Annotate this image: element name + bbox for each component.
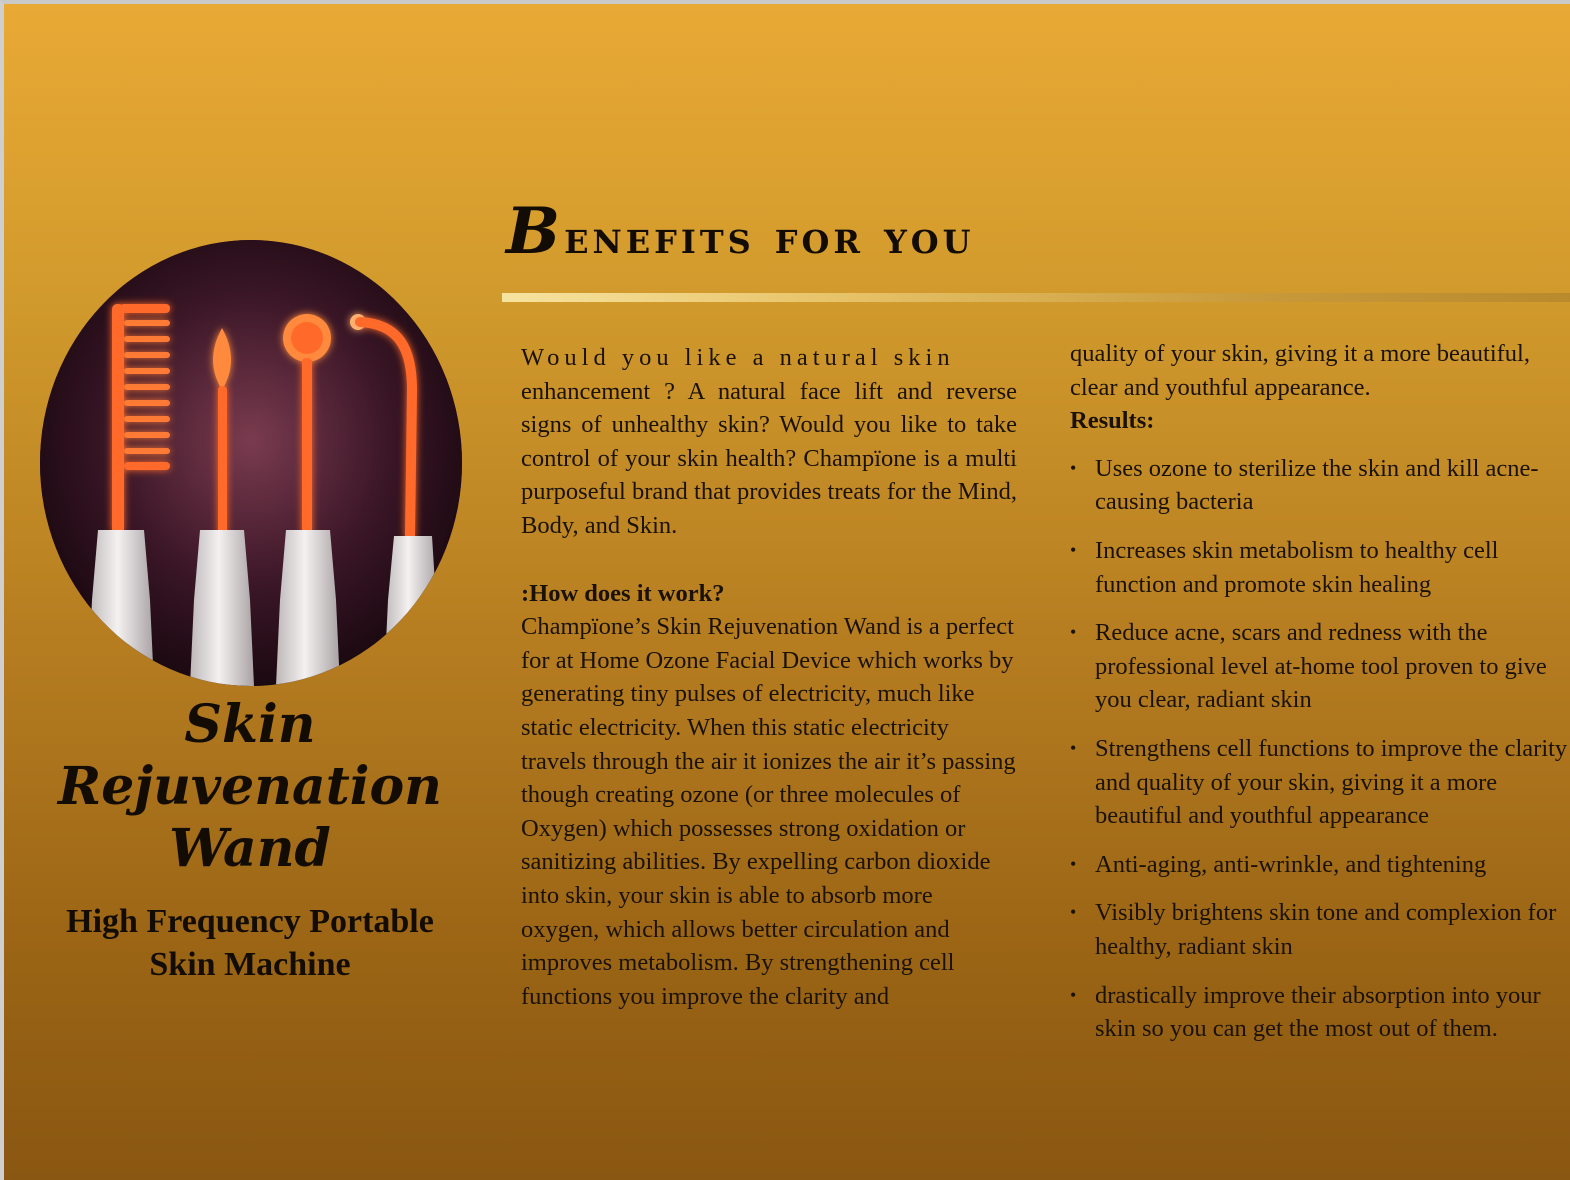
heading-rest: enefits for you	[564, 210, 975, 264]
wand-attachments-illustration	[40, 240, 462, 686]
list-item: • Increases skin metabolism to healthy cell function and promote skin healing	[1070, 534, 1570, 601]
list-item: • drastically improve their absorption into your skin so you can get the most out of them.	[1070, 979, 1570, 1046]
intro-first-line: Would you like a natural skin	[521, 344, 955, 371]
intro-paragraph	[521, 341, 1017, 543]
product-subtitle-line1: High Frequency Portable	[66, 903, 434, 940]
results-heading: Results:	[1070, 407, 1155, 435]
continuation-text: quality of your skin, giving it a more beautiful, clear and youthful appearance.	[1070, 340, 1530, 401]
product-title	[24, 694, 476, 880]
intro-rest: enhancement ? A natural face lift and reverse signs of unhealthy skin? Would you like to take control of your skin health? Champïone is a multi purposeful brand that provides treats for the Mind, Body, and Skin.	[521, 377, 1017, 539]
results-list	[1070, 452, 1570, 1046]
page-heading	[506, 194, 975, 269]
list-item: • Anti-aging, anti-wrinkle, and tightening	[1070, 848, 1570, 882]
product-title-line2: Wand	[169, 818, 331, 879]
how-it-works-heading: :How does it work?	[521, 579, 725, 607]
list-item: • Strengthens cell functions to improve the clarity and quality of your skin, giving it a more beautiful and youthful appearance	[1070, 732, 1570, 833]
product-image	[40, 240, 462, 686]
list-item: • Uses ozone to sterilize the skin and kill acne-causing bacteria	[1070, 452, 1570, 519]
text-column-left	[521, 341, 1017, 1013]
product-title-line1: Skin Rejuvenation	[58, 694, 442, 817]
gold-divider	[502, 293, 1570, 302]
product-subtitle-line2: Skin Machine	[149, 946, 351, 983]
text-column-right	[1070, 337, 1570, 1061]
list-item: • Reduce acne, scars and redness with the professional level at-home tool proven to give you clear, radiant skin	[1070, 616, 1570, 717]
heading-initial: B	[506, 194, 565, 269]
product-subtitle	[24, 900, 476, 986]
list-item: • Visibly brightens skin tone and complexion for healthy, radiant skin	[1070, 896, 1570, 963]
how-it-works-body: Champïone’s Skin Rejuvenation Wand is a perfect for at Home Ozone Facial Device which works by generating tiny pulses of electricity, much like static electricity. When this static electricity travels through the air it ionizes the air it’s passing though creating ozone (or three molecules of Oxygen) which possesses strong oxidation or sanitizing abilities. By expelling carbon dioxide into skin, your skin is able to absorb more oxygen, which allows better circulation and improves metabolism. By strengthening cell functions you improve the clarity and	[521, 613, 1016, 1010]
